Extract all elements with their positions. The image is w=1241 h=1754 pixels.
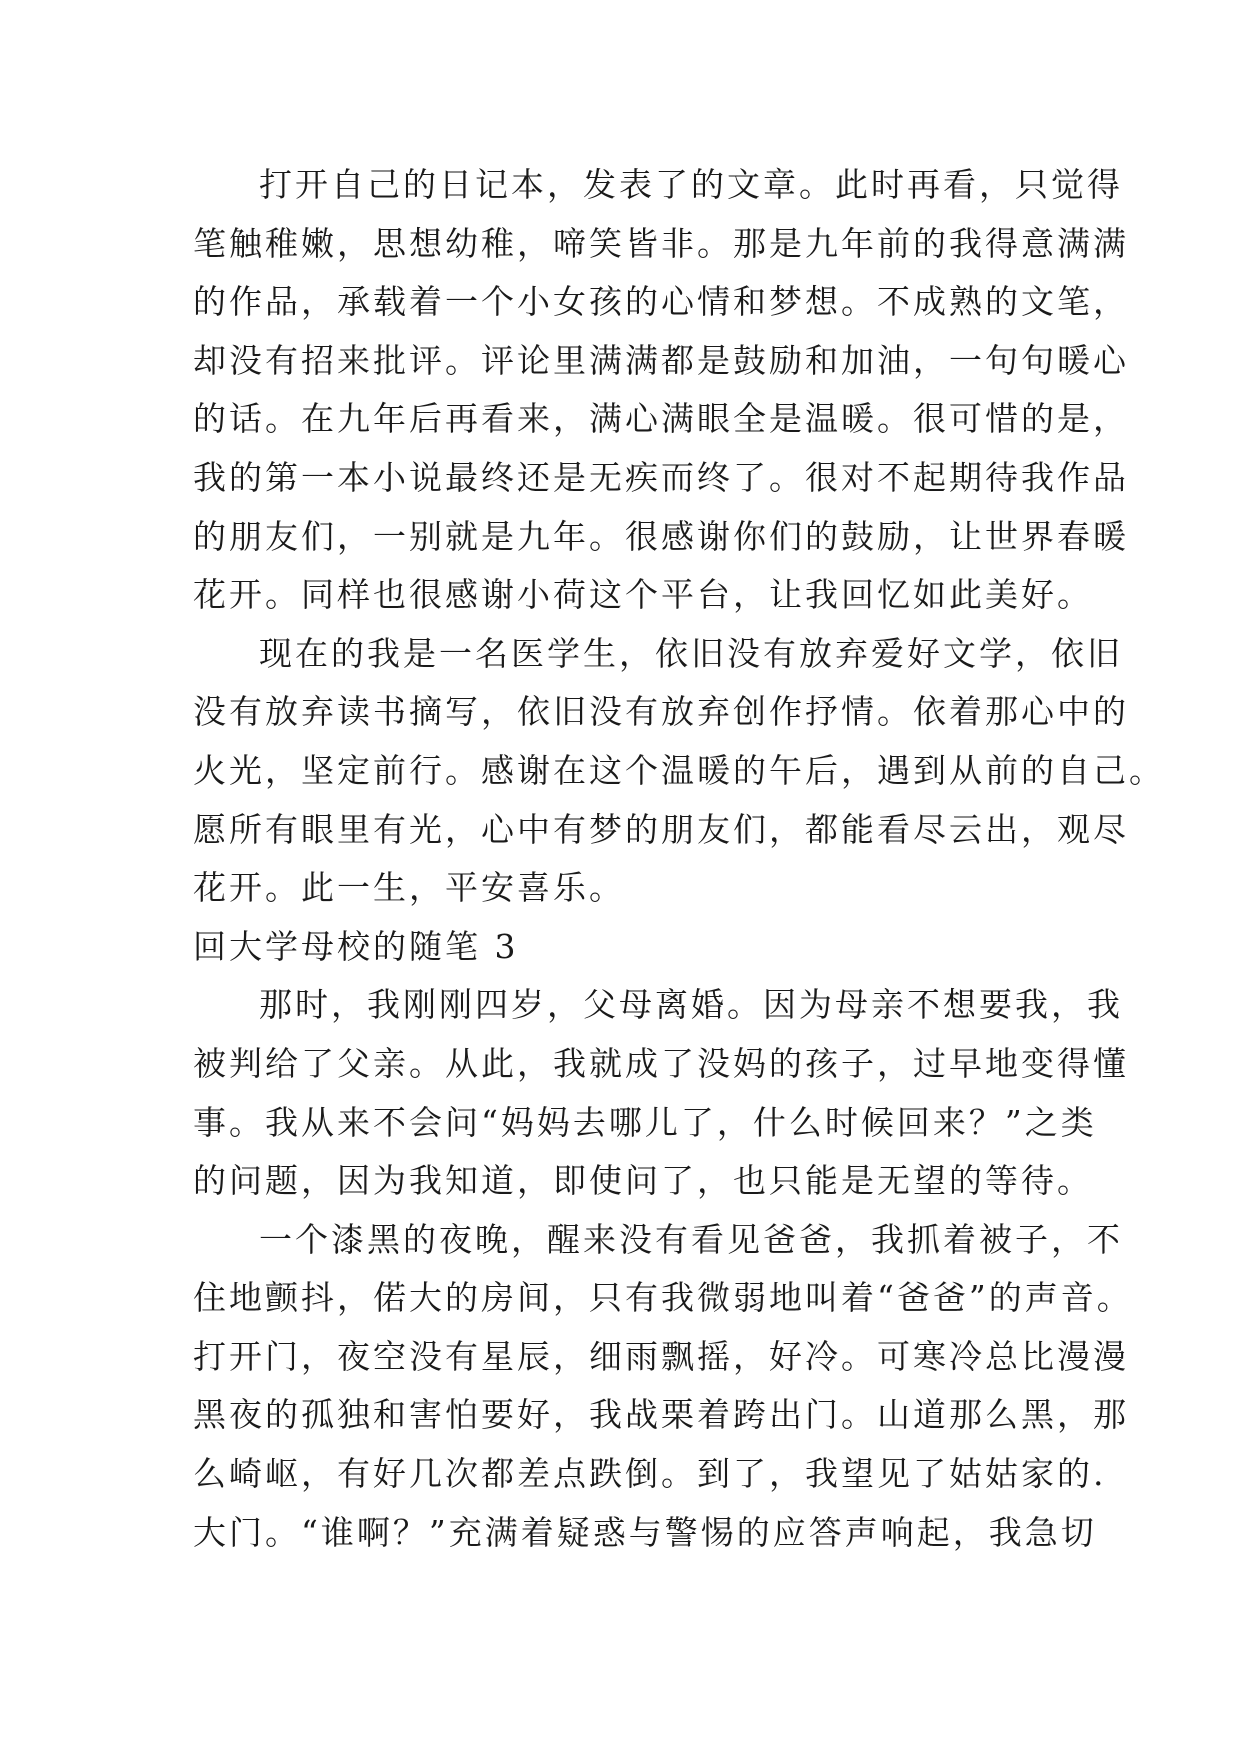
text-line: 笔触稚嫩，思想幼稚，啼笑皆非。那是九年前的我得意满满 [193,223,1129,263]
text-line: 愿所有眼里有光，心中有梦的朋友们，都能看尽云出，观尽 [193,809,1129,849]
text-line: 花开。此一生，平安喜乐。 [193,868,625,908]
text-line: 的问题，因为我知道，即使问了，也只能是无望的等待。 [193,1161,1093,1201]
text-line: 事。我从来不会问“妈妈去哪儿了，什么时候回来？”之类 [193,1102,1097,1142]
text-line: 一个漆黑的夜晚，醒来没有看见爸爸，我抓着被子，不 [259,1219,1123,1259]
text-line: 的作品，承载着一个小女孩的心情和梦想。不成熟的文笔， [193,282,1129,322]
text-line: 打开门，夜空没有星辰，细雨飘摇，好冷。可寒冷总比漫漫 [193,1336,1129,1376]
text-line: 么崎岖，有好几次都差点跌倒。到了，我望见了姑姑家的. [193,1454,1107,1494]
text-line: 打开自己的日记本，发表了的文章。此时再看，只觉得 [259,165,1123,204]
text-line: 的朋友们，一别就是九年。很感谢你们的鼓励，让世界春暖 [193,516,1129,556]
text-line: 现在的我是一名医学生，依旧没有放弃爱好文学，依旧 [259,633,1123,673]
text-line: 的话。在九年后再看来，满心满眼全是温暖。很可惜的是， [193,399,1129,439]
text-line: 大门。“谁啊？”充满着疑惑与警惕的应答声响起，我急切 [193,1512,1097,1552]
text-line: 那时，我刚刚四岁，父母离婚。因为母亲不想要我，我 [259,985,1123,1025]
text-line: 被判给了父亲。从此，我就成了没妈的孩子，过早地变得懂 [193,1043,1129,1083]
text-line: 花开。同样也很感谢小荷这个平台，让我回忆如此美好。 [193,575,1093,615]
section-heading: 回大学母校的随笔 3 [193,926,519,966]
text-line: 我的第一本小说最终还是无疾而终了。很对不起期待我作品 [193,457,1129,497]
text-line: 住地颤抖，偌大的房间，只有我微弱地叫着“爸爸”的声音。 [193,1278,1133,1318]
text-line: 火光，坚定前行。感谢在这个温暖的午后，遇到从前的自己。 [193,750,1165,790]
text-line: 黑夜的孤独和害怕要好，我战栗着跨出门。山道那么黑，那 [193,1395,1129,1435]
text-line: 没有放弃读书摘写，依旧没有放弃创作抒情。依着那心中的 [193,692,1129,732]
text-line: 却没有招来批评。评论里满满都是鼓励和加油，一句句暖心 [193,340,1129,380]
document-body [193,156,1165,1562]
